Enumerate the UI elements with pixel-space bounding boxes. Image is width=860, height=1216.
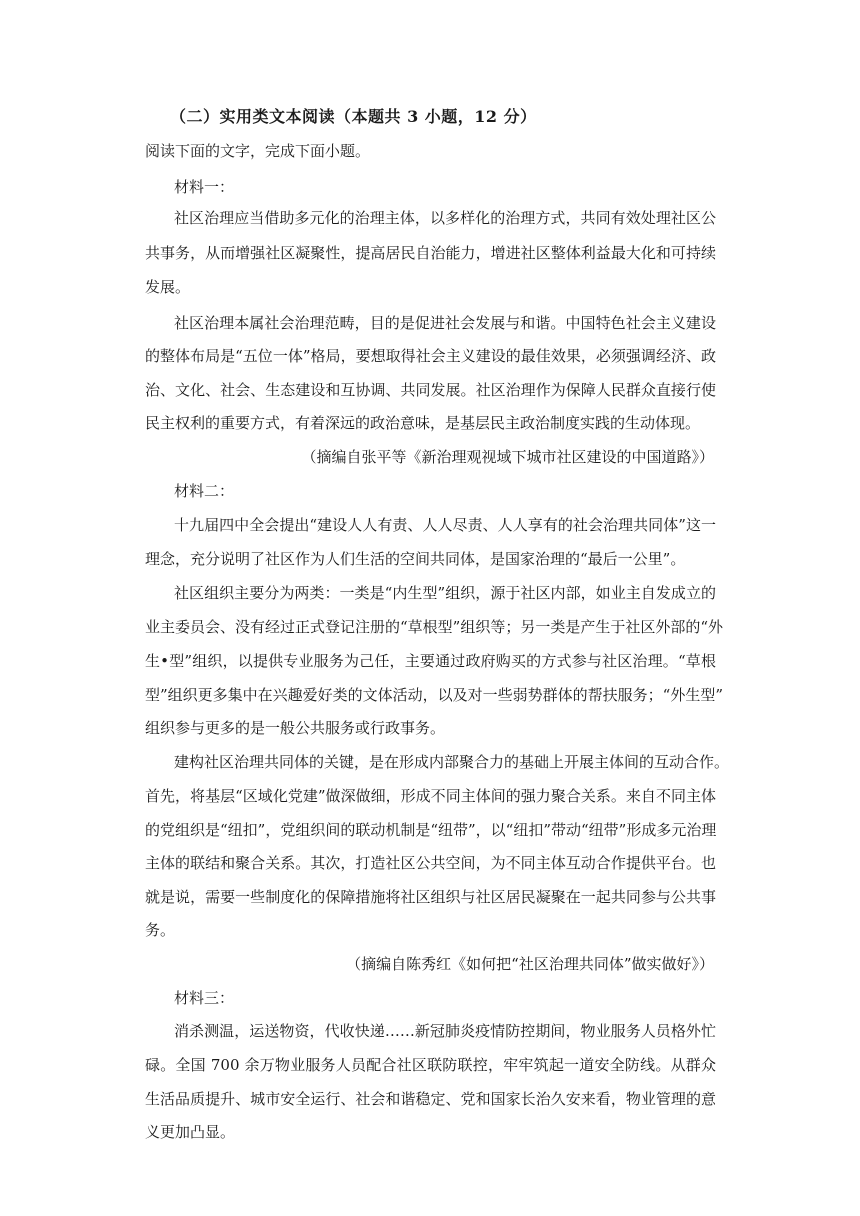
material3-p1-line1: 消杀测温，运送物资，代收快递……新冠肺炎疫情防控期间，物业服务人员格外忙 <box>174 1022 716 1040</box>
material1-label: 材料一： <box>174 178 235 196</box>
material2-p1-line1: 十九届四中全会提出“建设人人有责、人人尽责、人人享有的社会治理共同体”这一 <box>174 516 716 534</box>
material2-p2-line1: 社区组织主要分为两类：一类是“内生型”组织，源于社区内部，如业主自发成立的 <box>174 584 716 602</box>
material3-label: 材料三： <box>174 989 235 1007</box>
material2-p3-line4: 主体的联结和聚合关系。其次，打造社区公共空间，为不同主体互动合作提供平台。也 <box>145 854 716 872</box>
material2-source: （摘编自陈秀红《如何把“社区治理共同体”做实做好》） <box>346 955 714 973</box>
material2-p2-line3: 生•型”组织，以提供专业服务为己任，主要通过政府购买的方式参与社区治理。“草根 <box>145 652 716 670</box>
material1-p2-line3: 治、文化、社会、生态建设和互协调、共同发展。社区治理作为保障人民群众直接行使 <box>145 381 716 399</box>
material1-p1-line1: 社区治理应当借助多元化的治理主体，以多样化的治理方式，共同有效处理社区公 <box>174 209 716 227</box>
material3-p1-line2: 碌。全国 700 余万物业服务人员配合社区联防联控，牢牢筑起一道安全防线。从群众 <box>145 1056 716 1074</box>
material3-p1-line4: 义更加凸显。 <box>145 1123 236 1141</box>
instruction: 阅读下面的文字，完成下面小题。 <box>145 142 371 160</box>
material2-p2-line2: 业主委员会、没有经过正式登记注册的“草根型”组织等；另一类是产生于社区外部的“外 <box>145 618 724 636</box>
section-title: （二）实用类文本阅读（本题共 3 小题，12 分） <box>170 107 537 126</box>
material2-p3-line6: 务。 <box>145 921 176 939</box>
material1-p1-line3: 发展。 <box>145 278 191 296</box>
material1-p1-line2: 共事务，从而增强社区凝聚性，提高居民自治能力，增进社区整体利益最大化和可持续 <box>145 244 716 262</box>
material1-p2-line4: 民主权利的重要方式，有着深远的政治意味，是基层民主政治制度实践的生动体现。 <box>145 414 701 432</box>
material2-p2-line4: 型”组织更多集中在兴趣爱好类的文体活动，以及对一些弱势群体的帮扶服务；“外生型” <box>145 686 724 704</box>
material2-p1-line2: 理念，充分说明了社区作为人们生活的空间共同体，是国家治理的“最后一公里”。 <box>145 550 686 568</box>
material2-p3-line2: 首先，将基层“区域化党建”做深做细，形成不同主体间的强力聚合关系。来自不同主体 <box>145 787 716 805</box>
material1-p2-line2: 的整体布局是“五位一体”格局，要想取得社会主义建设的最佳效果，必须强调经济、政 <box>145 347 716 365</box>
material2-p3-line1: 建构社区治理共同体的关键，是在形成内部聚合力的基础上开展主体间的互动合作。 <box>174 753 730 771</box>
material2-label: 材料二： <box>174 482 235 500</box>
material3-p1-line3: 生活品质提升、城市安全运行、社会和谐稳定、党和国家长治久安来看，物业管理的意 <box>145 1090 716 1108</box>
material2-p3-line5: 就是说，需要一些制度化的保障措施将社区组织与社区居民凝聚在一起共同参与公共事 <box>145 888 716 906</box>
material2-p3-line3: 的党组织是“纽扣”，党组织间的联动机制是“纽带”，以“纽扣”带动“纽带”形成多元治理 <box>145 821 717 839</box>
material2-p2-line5: 组织参与更多的是一般公共服务或行政事务。 <box>145 719 446 737</box>
material1-p2-line1: 社区治理本属社会治理范畴，目的是促进社会发展与和谐。中国特色社会主义建设 <box>174 314 716 332</box>
material1-source: （摘编自张平等《新治理观视域下城市社区建设的中国道路》） <box>301 448 714 466</box>
